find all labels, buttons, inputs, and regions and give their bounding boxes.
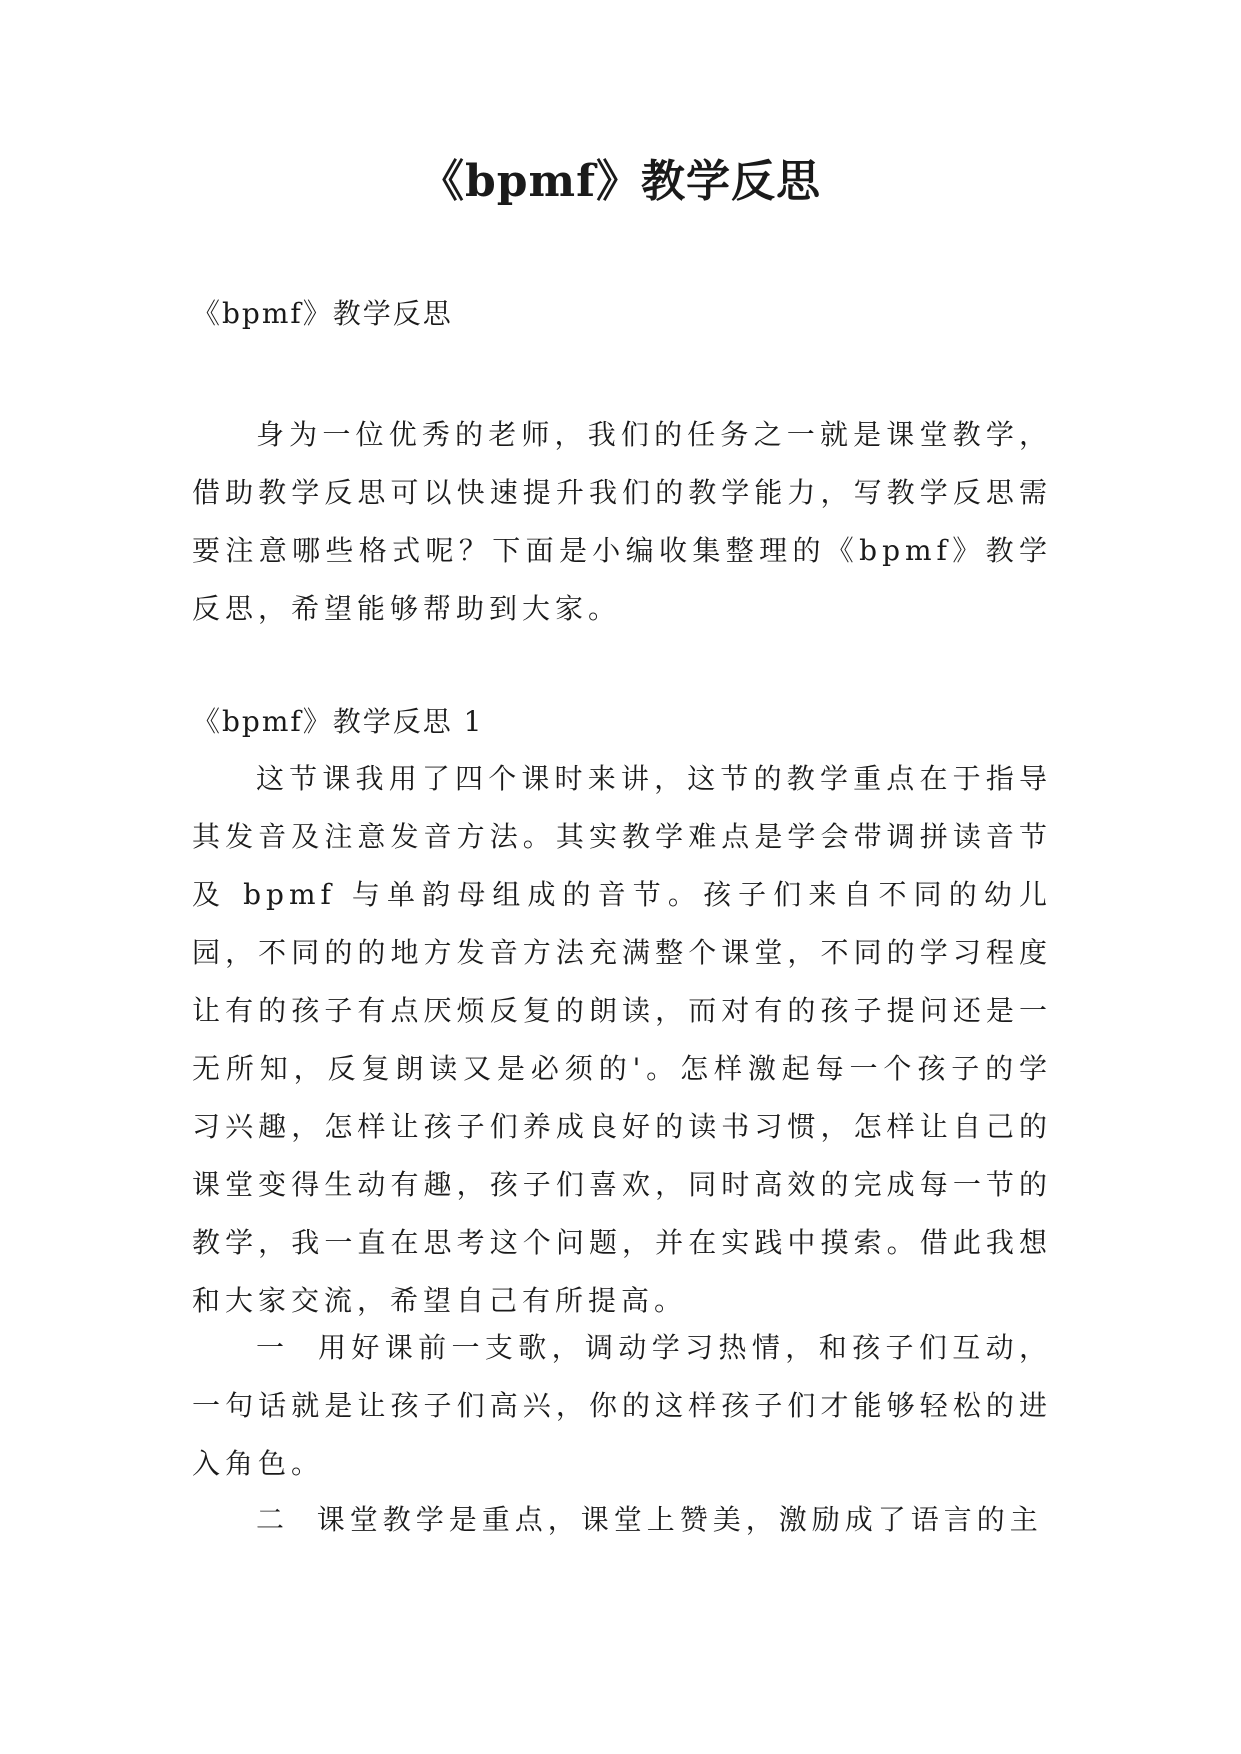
- intro-paragraph: 身为一位优秀的老师，我们的任务之一就是课堂教学，借助教学反思可以快速提升我们的教学能力，写教学反思需要注意哪些格式呢？下面是小编收集整理的《bpmf》教学反思，希望能够帮助到大家。: [192, 418, 1052, 625]
- document-subtitle: 《bpmf》教学反思: [192, 297, 453, 330]
- body-paragraph: 这节课我用了四个课时来讲，这节的教学重点在于指导其发音及注意发音方法。其实教学难点是学会带调拼读音节及 bpmf 与单韵母组成的音节。孩子们来自不同的幼儿园，不同的的地方发音方法充满整个课堂，不同的学习程度让有的孩子有点厌烦反复的朗读，而对有的孩子提问还是一无所知，反复朗读又是必须的'。怎样激起每一个孩子的学习兴趣，怎样让孩子们养成良好的读书习惯，怎样让自己的课堂变得生动有趣，孩子们喜欢，同时高效的完成每一节的教学，我一直在思考这个问题，并在实践中摸索。借此我想和大家交流，希望自己有所提高。: [192, 762, 1052, 1317]
- body-paragraph: 一 用好课前一支歌，调动学习热情，和孩子们互动，一句话就是让孩子们高兴，你的这样孩子们才能够轻松的进入角色。: [192, 1331, 1052, 1480]
- section-heading: 《bpmf》教学反思 1: [192, 705, 484, 738]
- body-paragraph: 二 课堂教学是重点，课堂上赞美，激励成了语言的主: [256, 1503, 1043, 1536]
- document-title: 《bpmf》教学反思: [419, 156, 821, 207]
